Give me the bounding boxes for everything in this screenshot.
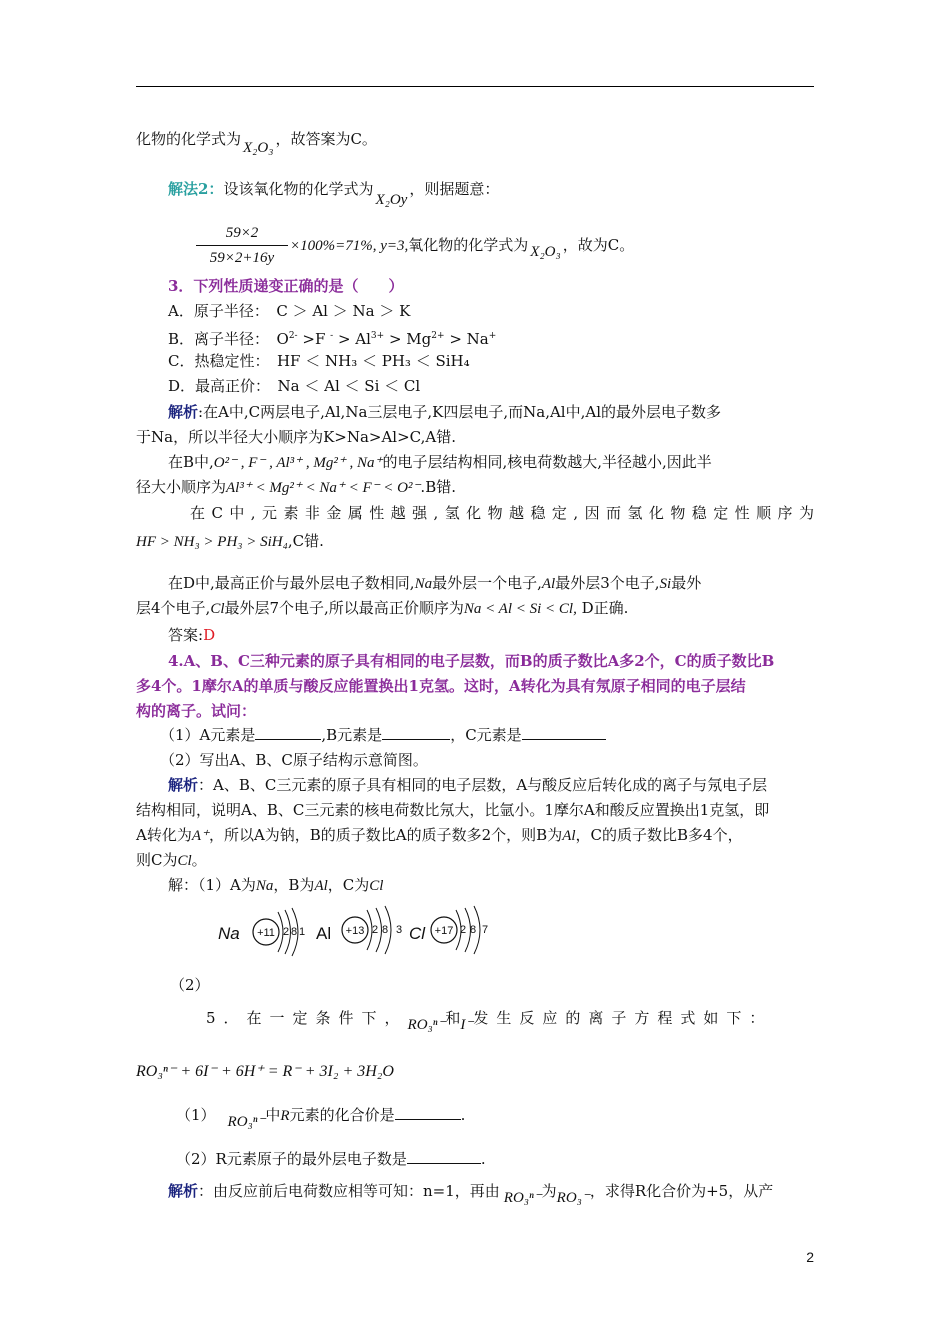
formula: I⁻ xyxy=(460,1017,474,1033)
al-shell-2: 8 xyxy=(382,924,389,936)
text-line: 于Na，所以半径大小顺序为K>Na>Al>C,A错. xyxy=(136,428,456,446)
question-4-sub2: （2）写出A、B、C原子结构示意简图。 xyxy=(160,751,428,769)
text: ，故答案为C。 xyxy=(275,130,377,148)
text: 氧化物的化学式为 xyxy=(408,236,529,254)
page-number: 2 xyxy=(806,1249,814,1265)
answer-blank xyxy=(407,1149,481,1164)
question-5-line xyxy=(206,1007,773,1033)
formula: RO₃ⁿ⁻ xyxy=(227,1114,266,1130)
text: 在B中, xyxy=(168,453,214,471)
text-line xyxy=(168,572,701,595)
sup: 2- xyxy=(288,331,298,341)
text: （1） xyxy=(176,1106,216,1124)
text: 的电子层结构相同,核电荷数越大,半径越小,因此半 xyxy=(382,453,712,471)
text: （1）A元素是 xyxy=(160,726,256,744)
answer-value: D xyxy=(203,626,216,644)
text: 化物的化学式为 xyxy=(136,130,242,148)
header-rule xyxy=(136,86,814,87)
option-b xyxy=(168,325,496,350)
question-4-line: 构的离子。试问： xyxy=(136,702,257,720)
fraction xyxy=(196,222,288,269)
formula: Na xyxy=(414,576,433,592)
text: 解：（1）A为 xyxy=(168,876,256,894)
text-line xyxy=(136,849,207,872)
text: 设该氧化物的化学式为 xyxy=(223,180,374,198)
analysis-label: 解析 xyxy=(168,776,199,794)
sup: + xyxy=(488,331,497,341)
sup: - xyxy=(330,331,334,341)
na-core-charge: +11 xyxy=(257,927,275,939)
text: ，故为C。 xyxy=(562,236,635,254)
text: ，B为 xyxy=(273,876,315,894)
text: 元素的化合价是 xyxy=(289,1106,395,1124)
fraction-bar xyxy=(196,245,288,246)
na-shell-1: 2 xyxy=(283,926,290,938)
text: :在A中,C两层电子,Al,Na三层电子,K四层电子,而Na,Al中,Al的最外层电子数多 xyxy=(198,403,721,421)
na-shell-3: 1 xyxy=(299,926,306,938)
solution-2-line xyxy=(168,178,500,208)
answer-blank xyxy=(255,725,321,740)
formula: X₂Oy xyxy=(375,192,408,208)
al-shell-1: 2 xyxy=(372,924,379,936)
option-d: D．最高正价： Na ＜ Al ＜ Si ＜ Cl xyxy=(168,377,421,395)
text: ，求得R化合价为+5，从产 xyxy=(589,1182,774,1200)
text: ，所以A为钠，B的质子数比A的质子数多2个，则B为 xyxy=(208,826,563,844)
formula: A⁺ xyxy=(191,828,209,844)
text: > Mg xyxy=(384,330,432,348)
formula: O²⁻ , F⁻ , Al³⁺ , Mg²⁺ , Na⁺ xyxy=(213,455,383,471)
text-line xyxy=(136,824,743,847)
text: 最外层一个电子, xyxy=(432,574,542,592)
text: （2）R元素原子的最外层电子数是 xyxy=(176,1150,407,1168)
formula: X₂O₃ xyxy=(530,244,561,260)
text: 中 xyxy=(265,1106,281,1124)
formula: Si xyxy=(659,576,672,592)
formula: Cl xyxy=(369,878,384,894)
text: 发生反应的离子方程式如下： xyxy=(473,1009,773,1027)
text: 和 xyxy=(445,1009,461,1027)
cl-symbol: Cl xyxy=(409,924,426,943)
solution-label: 解法2： xyxy=(168,180,224,198)
text: > Al xyxy=(333,330,371,348)
text: 径大小顺序为 xyxy=(136,478,227,496)
atomic-structure-diagram xyxy=(216,900,516,960)
question-4-sub1 xyxy=(160,724,606,746)
text: > Na xyxy=(444,330,489,348)
text: ，C元素是 xyxy=(450,726,522,744)
al-core-charge: +13 xyxy=(345,925,365,937)
text: 。 xyxy=(191,851,207,869)
sup: 3+ xyxy=(370,331,385,341)
cl-shell-1: 2 xyxy=(460,924,467,936)
formula: Al xyxy=(541,576,556,592)
text-line: （2） xyxy=(170,976,210,994)
text-line xyxy=(136,597,628,620)
text: ,B元素是 xyxy=(321,726,383,744)
question-3-title: 3．下列性质递变正确的是（ ） xyxy=(168,277,404,295)
answer-blank xyxy=(395,1105,461,1120)
text: 在D中,最高正价与最外层电子数相同, xyxy=(168,574,415,592)
text: 则C为 xyxy=(136,851,178,869)
formula: Al xyxy=(314,878,328,894)
question-4-line: 多4个。1摩尔A的单质与酸反应能置换出1克氢。这时，A转化为具有氖原子相同的电子层结 xyxy=(136,677,746,695)
fraction-denominator: 59×2+16y xyxy=(209,250,275,266)
text: 为 xyxy=(541,1182,557,1200)
formula: Cl xyxy=(210,601,225,617)
text-line xyxy=(168,451,712,474)
formula: Cl xyxy=(177,853,192,869)
text: A转化为 xyxy=(136,826,192,844)
option-a: A．原子半径： C ＞ Al ＞ Na ＞ K xyxy=(168,302,411,320)
analysis-label: 解析 xyxy=(168,1182,199,1200)
text: 最外 xyxy=(671,574,702,592)
fraction-rest-line xyxy=(290,234,635,260)
text-line xyxy=(136,530,324,553)
period: . xyxy=(460,1106,466,1124)
formula: Na xyxy=(255,878,274,894)
text: ：A、B、C三元素的原子具有相同的电子层数，A与酸反应后转化成的离子与氖电子层 xyxy=(198,776,768,794)
formula: ×100%=71%, y=3, xyxy=(290,238,409,254)
al-symbol: Al xyxy=(316,924,332,943)
text: D正确. xyxy=(576,599,629,617)
analysis-line xyxy=(168,774,767,796)
formula: Al³⁺ < Mg²⁺ < Na⁺ < F⁻ < O²⁻ xyxy=(226,480,421,496)
fraction-numerator: 59×2 xyxy=(225,225,259,241)
na-symbol: Na xyxy=(218,924,240,943)
cl-core-charge: +17 xyxy=(434,925,454,937)
text: 5．在一定条件下， xyxy=(206,1009,408,1027)
formula: RO₃⁻ xyxy=(556,1190,590,1206)
question-5-sub1 xyxy=(176,1104,466,1130)
period: . xyxy=(480,1150,486,1168)
text-line xyxy=(136,128,377,156)
question-5-sub2 xyxy=(176,1148,486,1170)
text: ，则据题意： xyxy=(409,180,500,198)
text: ：由反应前后电荷数应相等可知：n=1，再由 xyxy=(198,1182,500,1200)
cl-shell-3: 7 xyxy=(482,924,489,936)
text-line: 在C中,元素非金属性越强,氢化物越稳定,因而氢化物稳定性顺序为 xyxy=(190,504,814,522)
answer-label: 答案: xyxy=(168,626,204,644)
text: ,C错. xyxy=(287,532,324,550)
option-c: C．热稳定性： HF ＜ NH₃ ＜ PH₃ ＜ SiH₄ xyxy=(168,352,470,370)
text: >F xyxy=(297,330,331,348)
al-shell-3: 3 xyxy=(396,924,403,936)
na-shell-2: 8 xyxy=(291,926,298,938)
formula: R xyxy=(280,1108,290,1124)
sup: 2+ xyxy=(431,331,445,341)
formula: Na < Al < Si < Cl, xyxy=(463,601,577,617)
text: 层4个电子, xyxy=(136,599,211,617)
text: 最外层7个电子,所以最高正价顺序为 xyxy=(224,599,464,617)
text-line xyxy=(168,874,383,897)
analysis-line xyxy=(168,401,721,423)
text: ，C为 xyxy=(327,876,370,894)
analysis-label: 解析 xyxy=(168,403,199,421)
formula: RO₃ⁿ⁻ xyxy=(503,1190,542,1206)
analysis-line xyxy=(168,1180,774,1206)
text-line xyxy=(136,476,456,499)
formula: HF > NH₃ > PH₃ > SiH₄ xyxy=(136,534,288,550)
cl-shell-2: 8 xyxy=(470,924,477,936)
formula: Al xyxy=(562,828,576,844)
answer-blank xyxy=(522,725,606,740)
answer-line xyxy=(168,624,215,646)
answer-blank xyxy=(382,725,450,740)
text: B．离子半径： O xyxy=(168,330,289,348)
ionic-equation: RO₃ⁿ⁻ + 6I⁻ + 6H⁺ = R⁻ + 3I₂ + 3H₂O xyxy=(136,1063,394,1080)
text-line: 结构相同，说明A、B、C三元素的核电荷数比氖大，比氩小。1摩尔A和酸反应置换出1克氢，即 xyxy=(136,801,770,819)
question-4-line: 4.A、B、C三种元素的原子具有相同的电子层数，而B的质子数比A多2个，C的质子数比B xyxy=(168,652,775,670)
text: ，C的质子数比B多4个， xyxy=(575,826,743,844)
text: 最外层3个电子, xyxy=(555,574,660,592)
formula: RO₃ⁿ⁻ xyxy=(407,1017,446,1033)
formula: X₂O₃ xyxy=(243,140,274,156)
text: .B错. xyxy=(420,478,456,496)
